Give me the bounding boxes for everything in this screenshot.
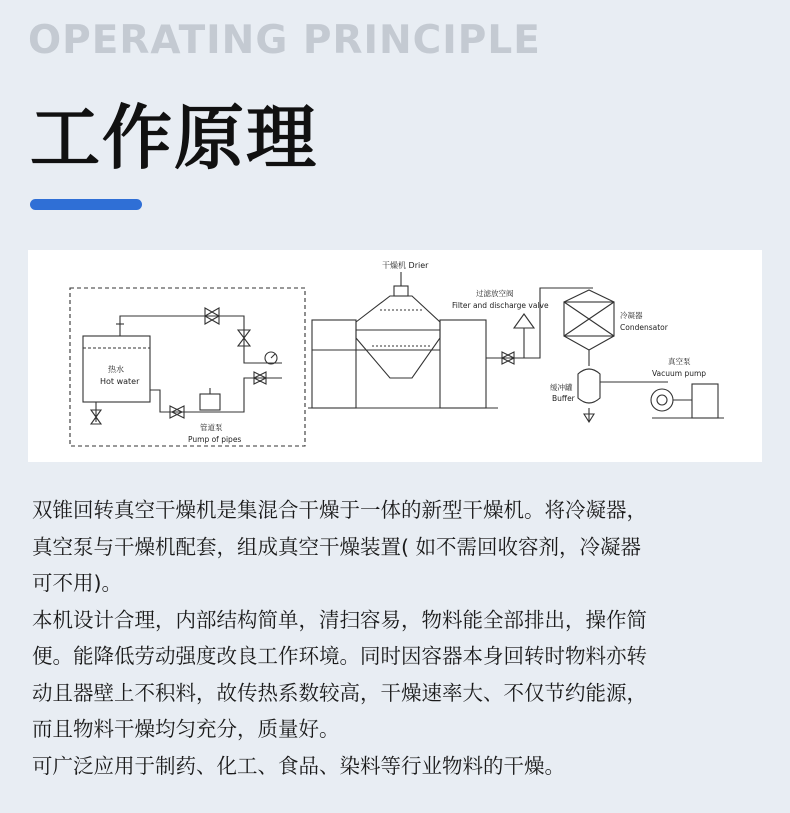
- section-subtitle-en: OPERATING PRINCIPLE: [28, 18, 541, 63]
- label-hotwater-cn: 热水: [108, 365, 124, 374]
- label-hotwater-en: Hot water: [100, 377, 140, 386]
- description-line: 可不用)。: [32, 571, 122, 595]
- description-line: 本机设计合理，内部结构简单，清扫容易，物料能全部排出，操作简: [32, 607, 647, 632]
- label-drier: 干燥机 Drier: [382, 261, 429, 270]
- process-diagram: [28, 250, 762, 462]
- drier-right-stand: [440, 320, 486, 408]
- tank-outlet-pipe: [120, 316, 282, 363]
- label-vacuum-en: Vacuum pump: [652, 369, 707, 378]
- label-filter-en: Filter and discharge valve: [452, 301, 549, 310]
- drier-left-stand: [312, 320, 356, 408]
- filter-valve: [514, 314, 534, 328]
- drier-vacuum-pipe: [486, 288, 593, 358]
- label-buffer-cn: 缓冲罐: [550, 383, 573, 392]
- process-diagram-svg: [28, 250, 762, 462]
- description-line: 双锥回转真空干燥机是集混合干燥于一体的新型干燥机。将冷凝器，: [32, 498, 647, 522]
- description-text: [32, 492, 762, 784]
- label-condenser-en: Condensator: [620, 323, 668, 332]
- description-line: 动且器壁上不积料，故传热系数较高，干燥速率大、不仅节约能源，: [32, 680, 647, 705]
- description-line: 便。能降低劳动强度改良工作环境。同时因容器本身回转时物料亦转: [32, 644, 647, 668]
- hot-water-system-boundary: [70, 288, 305, 446]
- drier-double-cone: [356, 296, 440, 378]
- label-pipes-cn: 管道泵: [200, 423, 223, 432]
- vacuum-pump-motor: [651, 389, 673, 411]
- description-line: 真空泵与干燥机配套，组成真空干燥装置( 如不需回收容剂，冷凝器: [32, 534, 642, 559]
- label-filter-cn: 过滤放空阀: [476, 289, 514, 298]
- buffer-tank: [578, 369, 600, 403]
- title-accent-bar: [30, 199, 142, 210]
- label-pipes-en: Pump of pipes: [188, 435, 242, 444]
- pipe-pump: [200, 394, 220, 410]
- vacuum-pump-body: [692, 384, 718, 418]
- description-line: 可广泛应用于制药、化工、食品、染料等行业物料的干燥。: [32, 753, 565, 778]
- description-line: 而且物料干燥均匀充分，质量好。: [32, 717, 340, 741]
- page-title: 工作原理: [30, 97, 318, 179]
- label-condenser-cn: 冷凝器: [620, 311, 643, 320]
- label-vacuum-cn: 真空泵: [668, 357, 691, 366]
- label-buffer-en: Buffer: [552, 394, 575, 403]
